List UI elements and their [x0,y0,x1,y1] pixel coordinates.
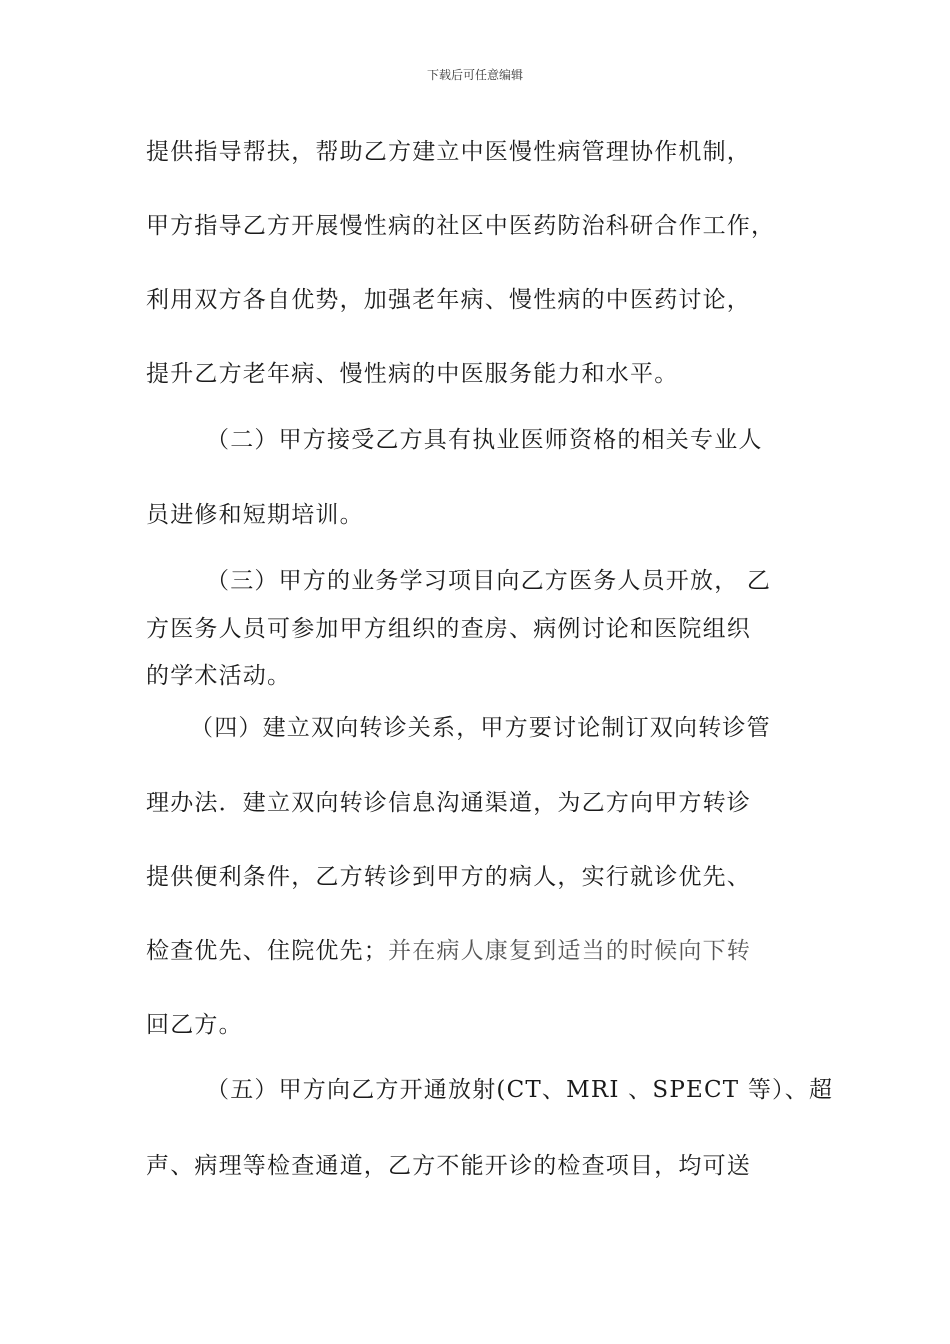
paragraph-line: 提供便利条件，乙方转诊到甲方的病人，实行就诊优先、 [146,864,751,890]
paragraph-line: （二）甲方接受乙方具有执业医师资格的相关专业人 [206,427,763,453]
paragraph-line: 甲方指导乙方开展慢性病的社区中医药防治科研合作工作， [146,213,776,239]
paragraph-line: 方医务人员可参加甲方组织的查房、病例讨论和医院组织 [146,616,751,642]
paragraph-line: （三）甲方的业务学习项目向乙方医务人员开放， 乙 [206,568,772,594]
paragraph-line: 的学术活动。 [146,663,292,689]
text-run: 检查优先、住院优先； [146,938,388,964]
paragraph-line: 理办法．建立双向转诊信息沟通渠道，为乙方向甲方转诊 [146,790,751,816]
paragraph-line: 员进修和短期培训。 [146,502,364,528]
paragraph-line: 提供指导帮扶，帮助乙方建立中医慢性病管理协作机制， [146,139,751,165]
paragraph-line: （五）甲方向乙方开通放射(CT、MRI 、SPECT 等）、超 [206,1077,834,1103]
text-run-gray: 并在病人康复到适当的时候向下转 [388,938,751,964]
paragraph-line [146,936,811,966]
paragraph-line: 提升乙方老年病、慢性病的中医服务能力和水平。 [146,361,679,387]
paragraph-line: （四）建立双向转诊关系，甲方要讨论制订双向转诊管 [190,715,771,741]
paragraph-line: 声、病理等检查通道，乙方不能开诊的检查项目，均可送 [146,1153,751,1179]
paragraph-line: 回乙方。 [146,1012,243,1038]
paragraph-line: 利用双方各自优势，加强老年病、慢性病的中医药讨论， [146,287,751,313]
page-header: 下载后可任意编辑 [426,68,523,82]
